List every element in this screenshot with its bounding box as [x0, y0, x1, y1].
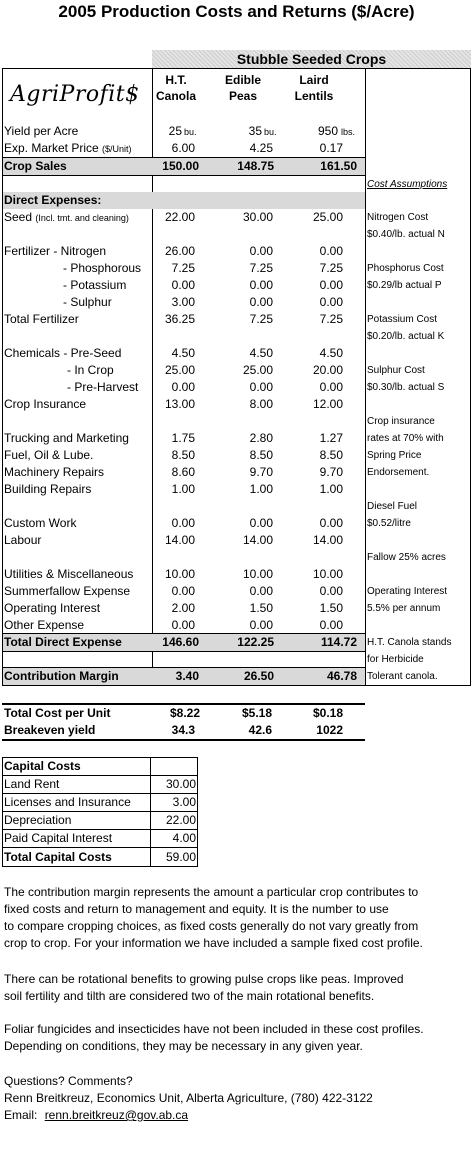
row-label-suffix: ($/Unit) [102, 144, 132, 154]
note-line: Operating Interest [367, 586, 448, 597]
value-cell: 0.17 [319, 141, 343, 155]
value-cell: 0.00 [249, 295, 273, 309]
value-cell: 6.00 [171, 141, 195, 155]
divider [2, 175, 365, 176]
note-line: Phosphorus Cost [367, 263, 444, 274]
column-header-canola [141, 72, 211, 104]
value-cell: 0.00 [171, 584, 195, 598]
capital-row [2, 793, 198, 811]
value-cell: 122.25 [237, 635, 274, 649]
table-row [3, 566, 365, 583]
page-title: 2005 Production Costs and Returns ($/Acre) [58, 2, 415, 21]
value-cell: 46.78 [326, 669, 357, 683]
column-header-line: H.T. [165, 73, 187, 87]
table-row [3, 532, 365, 549]
value-cell: 148.75 [237, 159, 274, 173]
paragraph-line: There can be rotational benefits to growing pulse crops like peas. Improved [4, 972, 404, 986]
paragraph-line: to compare cropping choices, as fixed costs generally do not vary greatly from [4, 919, 419, 933]
row-label: - In Crop [67, 363, 114, 377]
capital-label: Paid Capital Interest [4, 831, 113, 845]
note-line: $0.20/lb. actual K [367, 331, 445, 342]
paragraph-contribution-margin [4, 884, 470, 952]
row-label: Total Fertilizer [4, 312, 79, 326]
value-cell: 4.50 [319, 346, 343, 360]
value-cell: 1.00 [319, 482, 343, 496]
row-label: - Phosphorous [63, 261, 142, 275]
value-cell: 0.00 [249, 244, 273, 258]
value-cell: 14.00 [312, 533, 343, 547]
value-cell: 0.00 [249, 516, 273, 530]
agriprofit-logo: AgriProfit$ [10, 82, 140, 107]
row-label: Chemicals - Pre-Seed [4, 346, 122, 360]
capital-heading-text: Capital Costs [4, 759, 81, 773]
capital-label: Licenses and Insurance [4, 795, 131, 809]
paragraph-fungicides [4, 1021, 470, 1055]
value-cell: $0.18 [312, 706, 343, 720]
value-cell: 4.50 [171, 346, 195, 360]
notes-heading [367, 176, 471, 193]
row-label: Yield per Acre [4, 124, 79, 138]
note-line: $0.29/lb actual P [367, 280, 442, 291]
value-cell: 1.75 [171, 431, 195, 445]
paragraph-line: fixed costs and return to management and equity. It is the number to use [4, 902, 389, 916]
paragraph-line: crop to crop. For your information we have included a sample fixed cost profile. [4, 936, 423, 950]
value-cell: 34.3 [171, 723, 195, 737]
table-row [3, 464, 365, 481]
row-label: Total Cost per Unit [4, 706, 111, 720]
note-line: Diesel Fuel [367, 501, 418, 512]
row-label: Other Expense [4, 618, 85, 632]
value-cell: 7.25 [249, 261, 273, 275]
value-cell: 7.25 [319, 312, 343, 326]
table-row [3, 277, 365, 294]
value-cell: 0.00 [171, 516, 195, 530]
paragraph-line: Foliar fungicides and insecticides have not been included in these cost profiles. [4, 1022, 424, 1036]
value-cell: 161.50 [320, 159, 357, 173]
value-cell: 10.00 [242, 567, 273, 581]
paragraph-line: The contribution margin represents the amount a particular crop contributes to [4, 885, 419, 899]
value-cell: 9.70 [249, 465, 273, 479]
value-cell: 7.25 [319, 261, 343, 275]
row-label: Fuel, Oil & Lube. [4, 448, 94, 462]
row-label: Utilities & Miscellaneous [4, 567, 134, 581]
table-row [3, 345, 365, 362]
value-cell: 0.00 [319, 584, 343, 598]
column-divider [365, 68, 366, 686]
value-cell: 8.50 [319, 448, 343, 462]
row-label: Operating Interest [4, 601, 101, 615]
row-label: Crop Insurance [4, 397, 87, 411]
note-line: $0.52/litre [367, 518, 411, 529]
paragraph-line: soil fertility and tilth are considered two of the main rotational benefits. [4, 989, 375, 1003]
value-cell: 0.00 [249, 278, 273, 292]
table-row [3, 600, 365, 617]
value-cell: 1.50 [319, 601, 343, 615]
email-line [4, 1107, 470, 1124]
capital-value: 59.00 [165, 850, 196, 864]
note-line: $0.40/lb. actual N [367, 229, 445, 240]
value-cell: 4.25 [249, 141, 273, 155]
capital-row [2, 775, 198, 793]
value-cell: 4.50 [249, 346, 273, 360]
value-cell: 10.00 [164, 567, 195, 581]
value-cell: 14.00 [164, 533, 195, 547]
value-cell: 12.00 [312, 397, 343, 411]
unit-cell: lbs. [341, 127, 356, 137]
divider [2, 651, 365, 652]
row-label: - Potassium [63, 278, 127, 292]
paragraph-line: Renn Breitkreuz, Economics Unit, Alberta Agriculture, (780) 422-3122 [4, 1091, 373, 1105]
unit-cell: bu. [184, 127, 197, 137]
column-header-line: Canola [155, 89, 196, 103]
note-line: Sulphur Cost [367, 365, 425, 376]
column-header-lentils [279, 72, 349, 104]
table-row [3, 243, 365, 260]
value-cell: 1.50 [249, 601, 273, 615]
value-cell: 0.00 [319, 516, 343, 530]
table-row-cost-per-unit [3, 705, 365, 722]
column-header-line: Peas [228, 89, 258, 103]
note-line: for Herbicide [367, 654, 424, 665]
value-cell: 22.00 [164, 210, 195, 224]
value-cell: 1.00 [249, 482, 273, 496]
value-cell: 0.00 [249, 380, 273, 394]
value-cell: $5.18 [241, 706, 272, 720]
column-header-line: Lentils [294, 89, 334, 103]
value-cell: 8.00 [249, 397, 273, 411]
value-cell: $8.22 [169, 706, 200, 720]
value-cell: 2.00 [171, 601, 195, 615]
value-cell: 150.00 [162, 159, 199, 173]
value-cell: 35 [248, 124, 262, 138]
unit-cell: bu. [264, 127, 277, 137]
value-cell: 8.50 [171, 448, 195, 462]
row-label: Crop Sales [4, 159, 67, 173]
capital-row [2, 829, 198, 847]
value-cell: 1.27 [319, 431, 343, 445]
row-label-suffix: (Incl. tmt. and cleaning) [35, 213, 129, 223]
capital-value: 30.00 [165, 777, 196, 791]
row-label-text: Seed [4, 210, 33, 224]
table-row [3, 311, 365, 328]
table-row-crop-sales [3, 158, 365, 175]
row-label: Contribution Margin [4, 669, 119, 683]
value-cell: 950 [317, 124, 338, 138]
capital-value: 4.00 [172, 831, 196, 845]
section-band: Stubble Seeded Crops [152, 50, 471, 68]
note-line: 5.5% per annum [367, 603, 441, 614]
row-label: Breakeven yield [4, 723, 96, 737]
capital-total-row [2, 848, 198, 866]
note-line: Potassium Cost [367, 314, 438, 325]
note-line: Tolerant canola. [367, 671, 438, 682]
row-label: Trucking and Marketing [4, 431, 129, 445]
note-line: Spring Price [367, 450, 422, 461]
value-cell: 0.00 [171, 278, 195, 292]
value-cell: 25.00 [242, 363, 273, 377]
row-label: Summerfallow Expense [4, 584, 131, 598]
table-row [3, 583, 365, 600]
row-label: Building Repairs [4, 482, 92, 496]
value-cell: 42.6 [248, 723, 272, 737]
capital-label: Land Rent [4, 777, 60, 791]
table-row [3, 430, 365, 447]
table-row [3, 362, 365, 379]
section-heading-direct [3, 192, 365, 209]
value-cell: 25 [168, 124, 182, 138]
table-row [3, 260, 365, 277]
capital-label: Depreciation [4, 813, 72, 827]
table-row [3, 294, 365, 311]
value-cell: 20.00 [312, 363, 343, 377]
value-cell: 13.00 [164, 397, 195, 411]
contact-info [4, 1073, 470, 1124]
value-cell: 0.00 [319, 380, 343, 394]
value-cell: 0.00 [171, 380, 195, 394]
paragraph-line: Depending on conditions, they may be necessary in any given year. [4, 1039, 363, 1053]
column-header-line: Laird [299, 73, 329, 87]
capital-value: 3.00 [172, 795, 196, 809]
value-cell: 114.72 [320, 635, 357, 649]
value-cell: 0.00 [319, 295, 343, 309]
value-cell: 10.00 [312, 567, 343, 581]
divider [2, 739, 365, 741]
email-label: Email: [4, 1108, 38, 1122]
capital-heading [2, 757, 198, 775]
table-row-breakeven [3, 722, 365, 739]
value-cell: 25.00 [312, 210, 343, 224]
column-header-peas [208, 72, 278, 104]
row-label: - Sulphur [63, 295, 112, 309]
note-line: rates at 70% with [367, 433, 444, 444]
column-header-line: Edible [224, 73, 261, 87]
row-label: Machinery Repairs [4, 465, 105, 479]
table-row [3, 123, 365, 140]
table-row [3, 617, 365, 634]
value-cell: 7.25 [171, 261, 195, 275]
value-cell: 0.00 [249, 618, 273, 632]
value-cell: 0.00 [171, 618, 195, 632]
value-cell: 0.00 [319, 278, 343, 292]
row-label [4, 140, 132, 158]
note-line: Fallow 25% acres [367, 552, 446, 563]
value-cell: 0.00 [319, 244, 343, 258]
row-label: Total Direct Expense [4, 635, 122, 649]
table-row [3, 481, 365, 498]
value-cell: 8.50 [249, 448, 273, 462]
value-cell: 14.00 [242, 533, 273, 547]
value-cell: 30.00 [242, 210, 273, 224]
note-line: $0.30/lb. actual S [367, 382, 445, 393]
value-cell: 1.00 [171, 482, 195, 496]
value-cell: 25.00 [164, 363, 195, 377]
row-label-text: Exp. Market Price [4, 141, 99, 155]
row-label: Custom Work [4, 516, 77, 530]
capital-row [2, 811, 198, 829]
value-cell: 0.00 [249, 584, 273, 598]
value-cell: 8.60 [171, 465, 195, 479]
row-label: Labour [4, 533, 42, 547]
note-line: Crop insurance [367, 416, 435, 427]
row-label [4, 209, 129, 227]
value-cell: 2.80 [249, 431, 273, 445]
notes-heading-text: Cost Assumptions [367, 179, 448, 190]
note-line: H.T. Canola stands [367, 637, 452, 648]
capital-label: Total Capital Costs [4, 850, 112, 864]
value-cell: 26.50 [243, 669, 274, 683]
table-row [3, 209, 365, 226]
value-cell: 7.25 [249, 312, 273, 326]
row-label: Direct Expenses: [4, 193, 102, 207]
value-cell: 36.25 [164, 312, 195, 326]
email-link[interactable]: renn.breitkreuz@gov.ab.ca [44, 1108, 189, 1122]
row-label: Fertilizer - Nitrogen [4, 244, 107, 258]
note-line: Nitrogen Cost [367, 212, 429, 223]
value-cell: 146.60 [162, 635, 199, 649]
table-row-total-direct [3, 634, 365, 651]
table-row [3, 515, 365, 532]
value-cell: 9.70 [319, 465, 343, 479]
value-cell: 3.40 [175, 669, 199, 683]
table-row [3, 396, 365, 413]
capital-value: 22.00 [165, 813, 196, 827]
row-label: - Pre-Harvest [67, 380, 139, 394]
paragraph-rotational-benefits [4, 971, 470, 1005]
note-line: Endorsement. [367, 467, 430, 478]
paragraph-line: Questions? Comments? [4, 1074, 133, 1088]
table-row [3, 447, 365, 464]
table-row [3, 379, 365, 396]
value-cell: 1022 [316, 723, 343, 737]
table-row-contribution-margin [3, 668, 365, 685]
value-cell: 26.00 [164, 244, 195, 258]
table-row [3, 140, 365, 157]
value-cell: 3.00 [171, 295, 195, 309]
value-cell: 0.00 [319, 618, 343, 632]
